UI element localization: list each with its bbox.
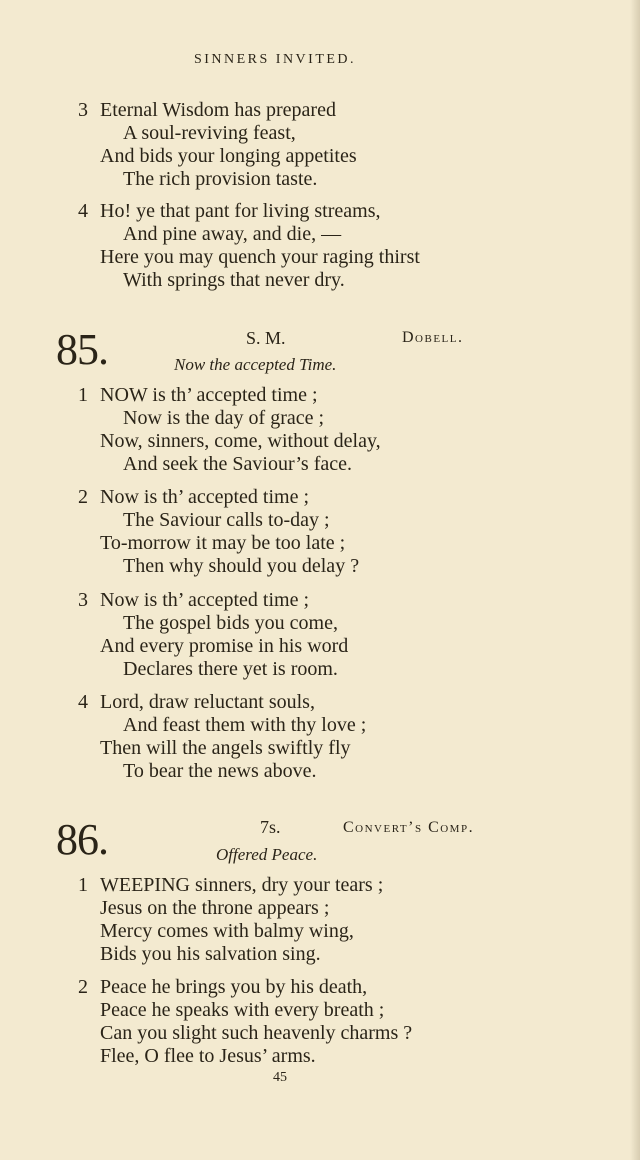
- verse-line: Bids you his salvation sing.: [100, 943, 321, 965]
- verse-line: And bids your longing appetites: [100, 145, 357, 167]
- verse-line: And seek the Saviour’s face.: [123, 453, 353, 475]
- verse-line: Mercy comes with balmy wing,: [100, 920, 354, 942]
- page-number: 45: [273, 1070, 287, 1085]
- verse-line: Jesus on the throne appears ;: [100, 897, 330, 919]
- verse-line: Here you may quench your raging thirst: [100, 246, 420, 268]
- verse-line: With springs that never dry.: [123, 269, 345, 291]
- verse-line: The Saviour calls to-day ;: [123, 509, 330, 531]
- verse-line: Then will the angels swiftly fly: [100, 737, 351, 759]
- stanza: [78, 874, 558, 966]
- verse-line: The rich provision taste.: [123, 168, 318, 190]
- stanza-number: 2: [78, 976, 88, 998]
- verse-line: Now is th’ accepted time ;: [100, 589, 310, 611]
- stanza: [78, 691, 558, 783]
- verse-line: Peace he brings you by his death,: [100, 976, 368, 998]
- verse-line: To-morrow it may be too late ;: [100, 532, 346, 554]
- verse-line: And pine away, and die, —: [123, 223, 342, 245]
- verse-line: A soul-reviving feast,: [123, 122, 296, 144]
- verse-line: And feast them with thy love ;: [123, 714, 367, 736]
- stanza-number: 1: [78, 384, 88, 406]
- verse-line: The gospel bids you come,: [123, 612, 338, 634]
- page-edge: [630, 0, 640, 1160]
- verse-line: Then why should you delay ?: [123, 555, 360, 577]
- hymn-meter: 7s.: [260, 817, 281, 837]
- running-head: SINNERS INVITED.: [193, 52, 357, 67]
- stanza-number: 4: [78, 200, 88, 222]
- hymn-composer: Dobell.: [402, 329, 464, 346]
- verse-line: And every promise in his word: [100, 635, 349, 657]
- hymn-title: Offered Peace.: [216, 845, 318, 864]
- verse-line: To bear the news above.: [123, 760, 317, 782]
- stanza: [78, 384, 558, 476]
- verse-line: Eternal Wisdom has prepared: [100, 99, 336, 121]
- verse-line: Flee, O flee to Jesus’ arms.: [100, 1045, 316, 1067]
- hymn-number: 86.: [56, 815, 108, 864]
- verse-line: Lord, draw reluctant souls,: [100, 691, 315, 713]
- verse-line: Now is the day of grace ;: [123, 407, 325, 429]
- verse-line: Peace he speaks with every breath ;: [100, 999, 385, 1021]
- verse-line: Can you slight such heavenly charms ?: [100, 1022, 413, 1044]
- hymn-number: 85.: [56, 325, 108, 374]
- stanza: [78, 976, 558, 1068]
- stanza: [78, 486, 558, 578]
- stanza-number: 1: [78, 874, 88, 896]
- stanza: [78, 200, 558, 292]
- verse-line: Now, sinners, come, without delay,: [100, 430, 381, 452]
- stanza-number: 3: [78, 589, 88, 611]
- stanza: [78, 589, 558, 681]
- verse-line: NOW is th’ accepted time ;: [100, 384, 318, 406]
- stanza: [78, 99, 558, 191]
- verse-line: WEEPING sinners, dry your tears ;: [100, 874, 384, 896]
- stanza-number: 3: [78, 99, 88, 121]
- verse-line: Declares there yet is room.: [123, 658, 338, 680]
- hymn-composer: Convert’s Comp.: [343, 819, 475, 836]
- hymn-title: Now the accepted Time.: [174, 355, 337, 374]
- stanza-number: 2: [78, 486, 88, 508]
- hymn-meter: S. M.: [246, 328, 286, 348]
- stanza-number: 4: [78, 691, 88, 713]
- verse-line: Now is th’ accepted time ;: [100, 486, 310, 508]
- verse-line: Ho! ye that pant for living streams,: [100, 200, 381, 222]
